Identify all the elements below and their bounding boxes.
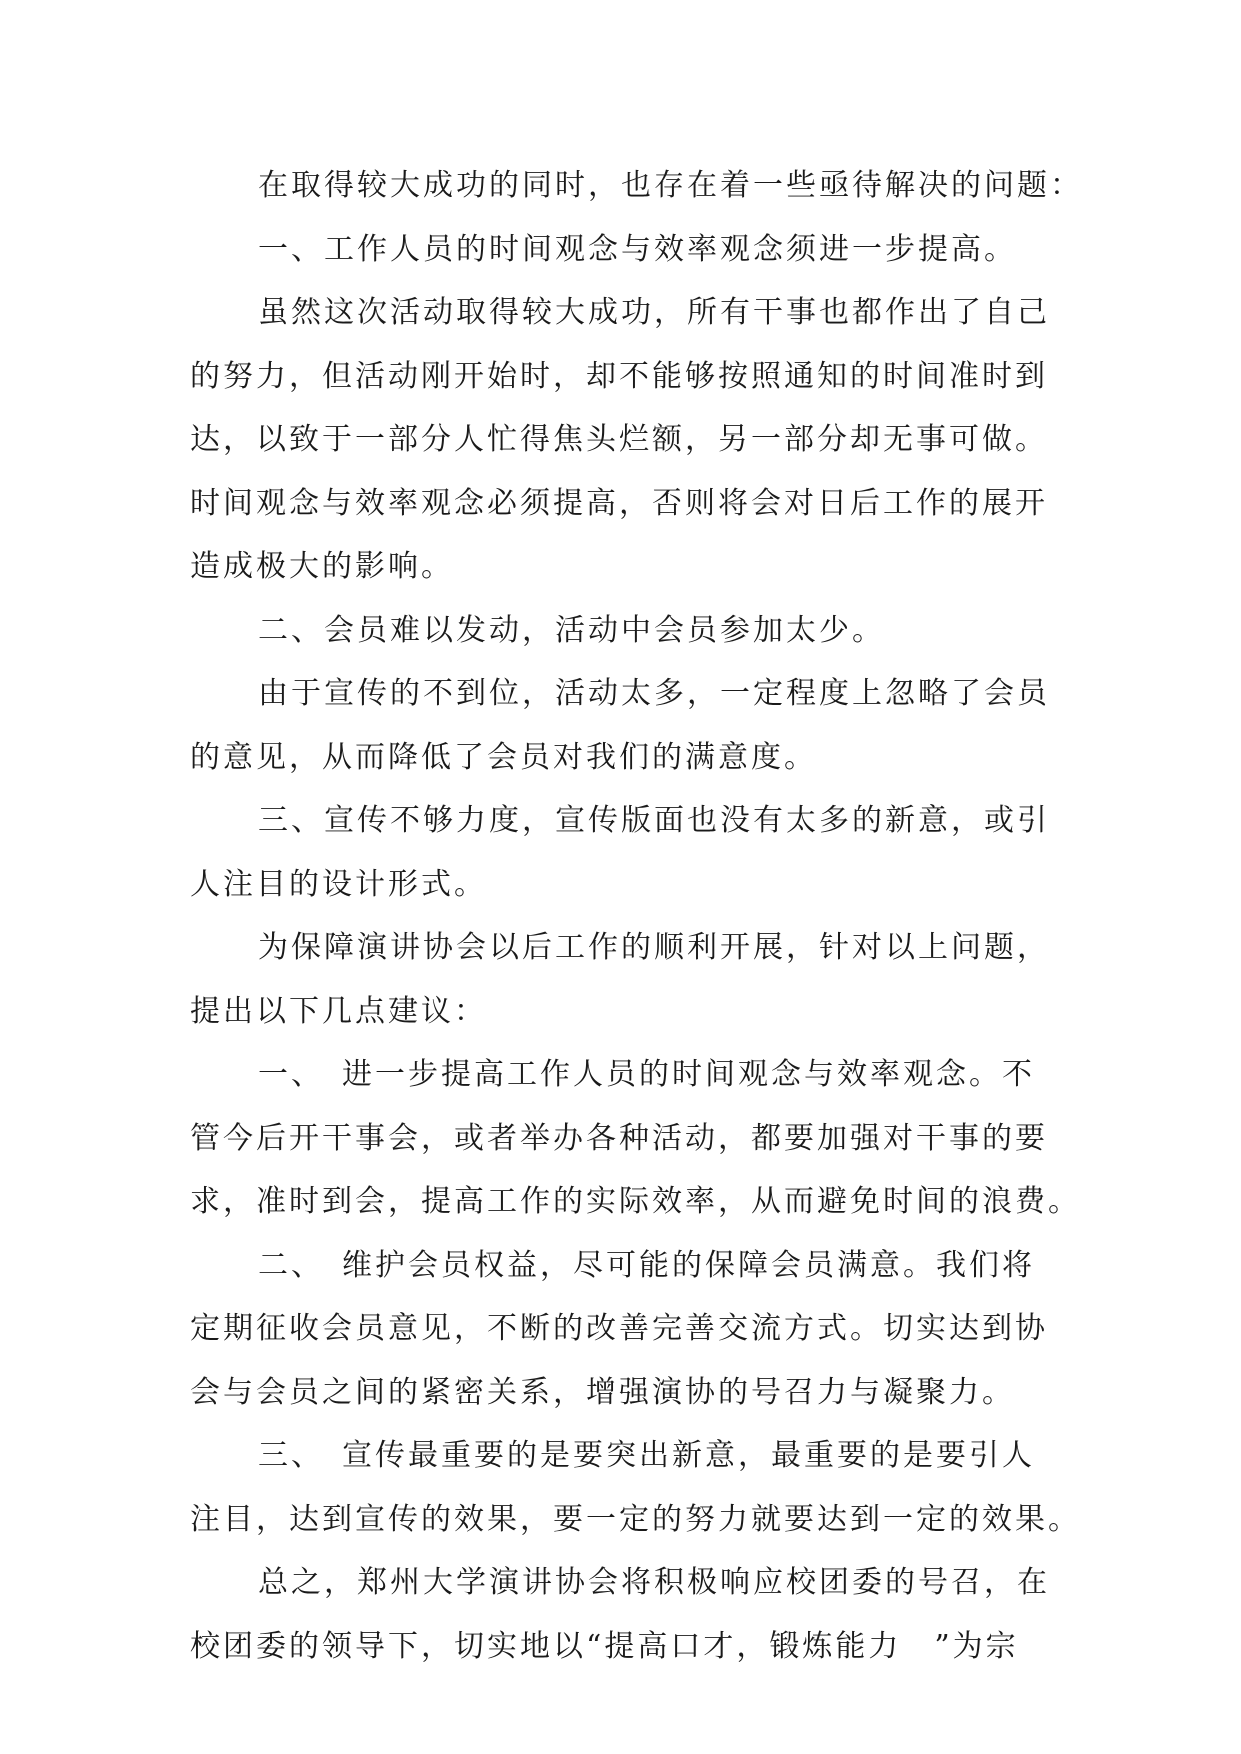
text-line: 注目，达到宣传的效果，要一定的努力就要达到一定的效果。 (190, 1501, 1081, 1537)
text-line: 二、 维护会员权益，尽可能的保障会员满意。我们将 (258, 1247, 1035, 1283)
text-line: 一、工作人员的时间观念与效率观念须进一步提高。 (258, 231, 1017, 267)
text-line: 一、 进一步提高工作人员的时间观念与效率观念。不 (258, 1057, 1035, 1092)
text-line: 造成极大的影响。 (190, 549, 454, 584)
text-line: 为保障演讲协会以后工作的顺利开展，针对以上问题， (258, 930, 1050, 965)
document-body (190, 154, 1083, 1678)
text-line: 二、会员难以发动，活动中会员参加太少。 (258, 612, 885, 648)
text-line: 时间观念与效率观念必须提高，否则将会对日后工作的展开 (190, 485, 1048, 521)
text-line: 三、宣传不够力度，宣传版面也没有太多的新意，或引 (258, 803, 1050, 838)
text-line: 三、 宣传最重要的是要突出新意，最重要的是要引人 (258, 1438, 1035, 1473)
text-line: 人注目的设计形式。 (190, 866, 487, 902)
text-line: 达，以致于一部分人忙得焦头烂额，另一部分却无事可做。 (190, 422, 1048, 457)
text-line: 总之，郑州大学演讲协会将积极响应校团委的号召，在 (258, 1565, 1050, 1600)
text-line: 会与会员之间的紧密关系，增强演协的号召力与凝聚力。 (190, 1374, 1015, 1410)
text-line: 求，准时到会，提高工作的实际效率，从而避免时间的浪费。 (190, 1184, 1081, 1219)
text-line: 校团委的领导下，切实地以“提高口才，锻炼能力 ”为宗 (190, 1628, 1019, 1664)
text-line: 在取得较大成功的同时，也存在着一些亟待解决的问题： (258, 168, 1083, 203)
text-line: 虽然这次活动取得较大成功，所有干事也都作出了自己 (258, 295, 1050, 330)
text-line: 管今后开干事会，或者举办各种活动，都要加强对干事的要 (190, 1120, 1048, 1156)
text-line: 由于宣传的不到位，活动太多，一定程度上忽略了会员 (258, 676, 1050, 711)
text-line: 的努力，但活动刚开始时，却不能够按照通知的时间准时到 (190, 358, 1048, 394)
text-line: 的意见，从而降低了会员对我们的满意度。 (190, 739, 817, 775)
text-line: 提出以下几点建议： (190, 993, 487, 1029)
text-line: 定期征收会员意见，不断的改善完善交流方式。切实达到协 (190, 1311, 1048, 1346)
